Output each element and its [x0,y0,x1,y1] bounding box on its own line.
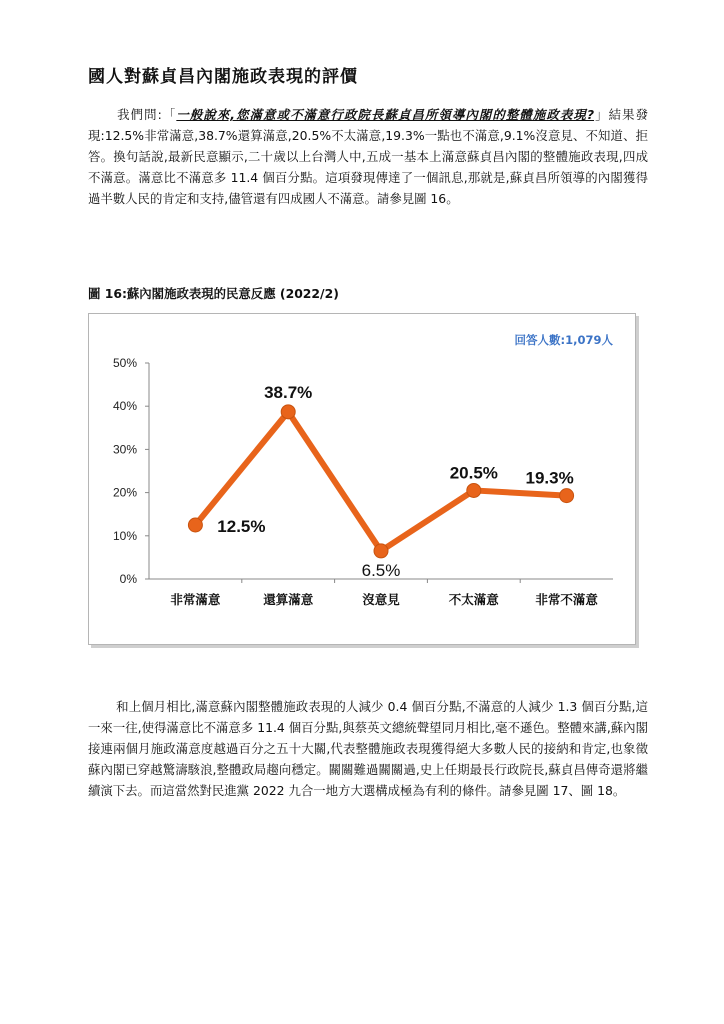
data-label: 20.5% [449,463,498,483]
data-point [281,405,295,419]
data-point [374,544,388,558]
para2-body: 和上個月相比,滿意蘇內閣整體施政表現的人減少 0.4 個百分點,不滿意的人減少 1.3 個百分點,這一來一往,使得滿意比不滿意多 11.4 個百分點,與蔡英文總統聲望同月相比,毫不遜色。整體來講,蘇內閣接連兩個月施政滿意度越過百分之五十大關,代表整體施政表現獲得絕大多數人民的接納和肯定,也象徵蘇內閣已穿越驚濤駭浪,整體政局趨向穩定。關關難過關關過,史上任期最長行政院長,蘇貞昌傳奇還將繼續演下去。而這當然對民進黨 2022 九合一地方大選構成極為有利的條件。請參見圖 17、圖 18。 [88,699,648,798]
y-tick-label: 10% [112,528,137,543]
y-tick-label: 30% [112,442,137,457]
para1-body: 」結果發現:12.5%非常滿意,38.7%還算滿意,20.5%不太滿意,19.3%一點也不滿意,9.1%沒意見、不知道、拒答。換句話說,最新民意顯示,二十歲以上台灣人中,五成一基本上滿意蘇貞昌內閣的整體施政表現,四成不滿意。滿意比不滿意多 11.4 個百分點。這項發現傳達了一個訊息,那就是,蘇貞昌所領導的內閣獲得過半數人民的肯定和支持,儘管還有四成國人不滿意。請參見圖 16。 [88,107,648,206]
survey-question: 一般說來,您滿意或不滿意行政院長蘇貞昌所領導內閣的整體施政表現? [176,107,595,122]
data-label: 6.5% [361,560,401,580]
data-label: 19.3% [525,468,574,488]
x-tick-label: 非常不滿意 [535,592,598,607]
x-tick-label: 沒意見 [362,592,400,607]
para1-prefix: 我們問:「 [116,107,177,122]
x-tick-label: 非常滿意 [170,592,221,607]
y-tick-label: 40% [112,399,137,414]
data-point [560,489,574,503]
data-label: 12.5% [217,517,266,536]
respondent-count: 回答人數:1,079人 [514,333,613,347]
y-tick-label: 0% [119,572,137,586]
figure-caption: 圖 16:蘇內閣施政表現的民意反應 (2022/2) [88,286,339,301]
data-point [188,518,202,532]
y-tick-label: 20% [112,485,137,500]
x-tick-label: 還算滿意 [263,592,314,607]
analysis-paragraph [88,696,648,801]
data-point [467,483,481,497]
intro-paragraph [88,104,648,209]
chart-frame [88,313,636,645]
line-chart [89,314,635,644]
data-label: 38.7% [264,382,313,402]
x-tick-label: 不太滿意 [448,592,499,607]
y-tick-label: 50% [112,356,137,370]
page-title: 國人對蘇貞昌內閣施政表現的評價 [88,67,358,87]
